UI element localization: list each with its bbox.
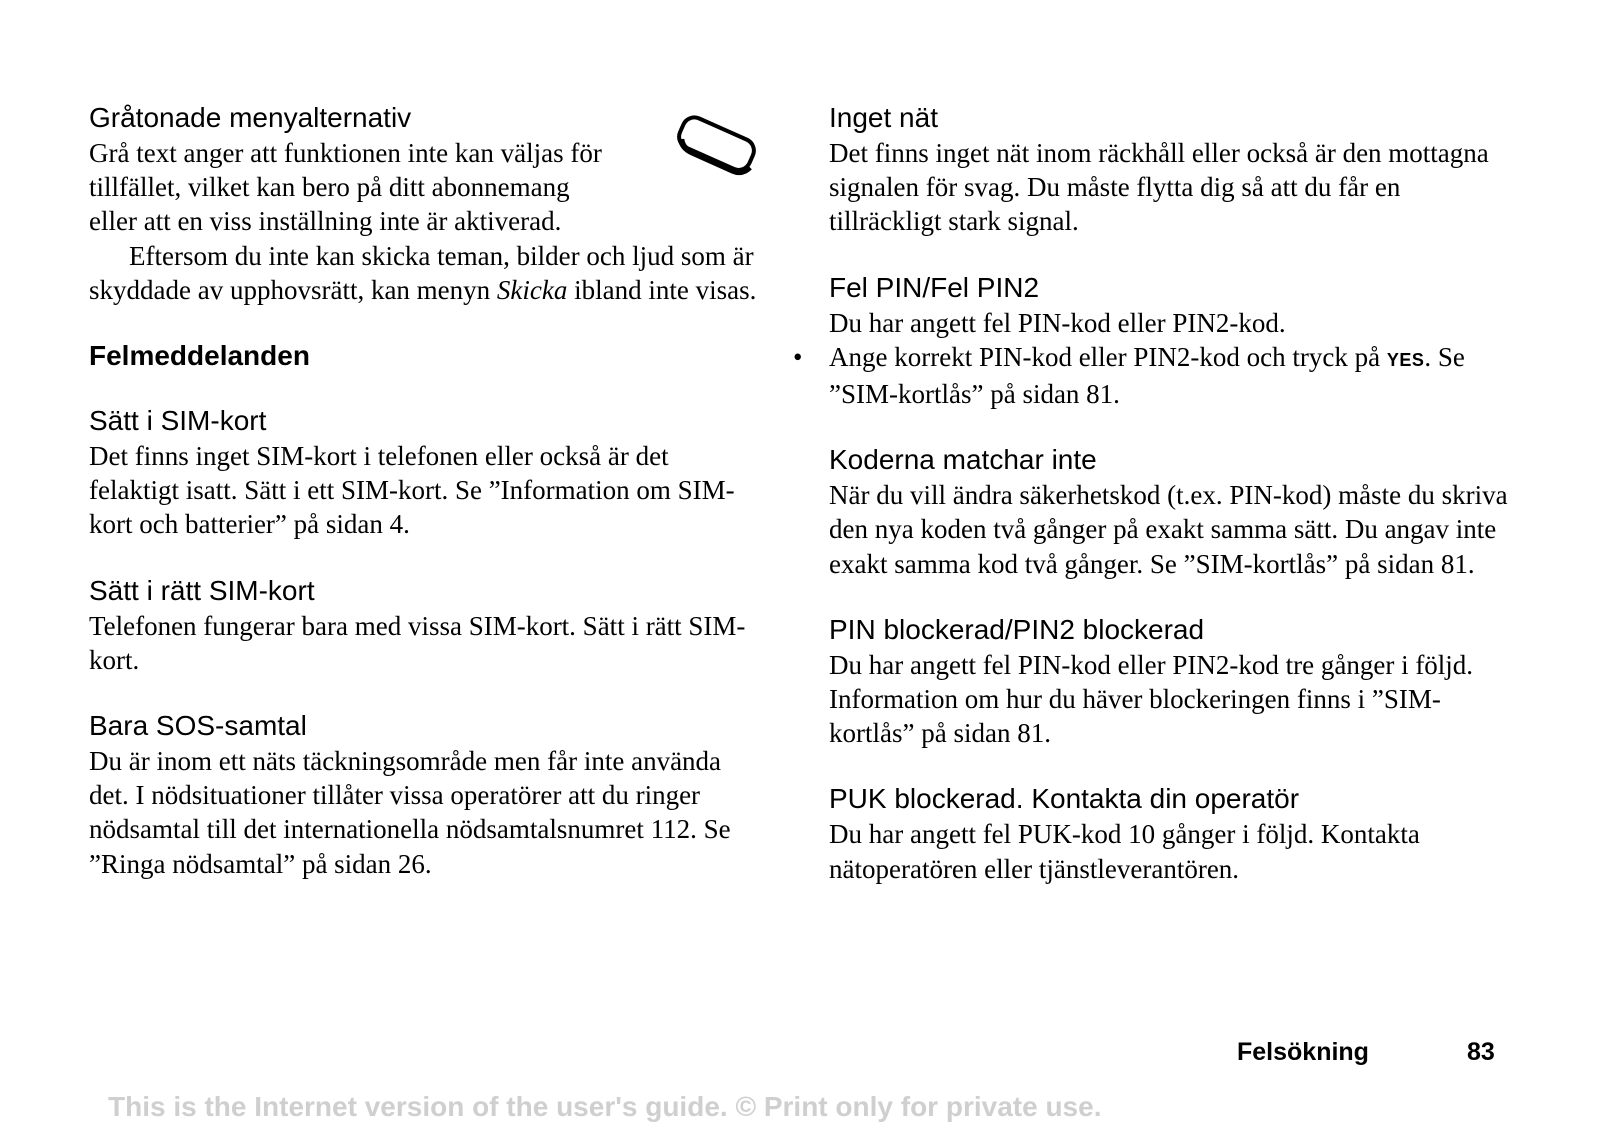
correct-sim-text: Telefonen fungerar bara med vissa SIM-kort. Sätt i rätt SIM-kort.	[89, 610, 746, 675]
wrong-pin-bullet: • Ange korrekt PIN-kod eller PIN2-kod och tryck på YES. Se ”SIM-kortlås” på sidan 81.	[793, 341, 1465, 410]
correct-sim-heading: Sätt i rätt SIM-kort	[89, 574, 315, 606]
footer-section-name: Felsökning	[1237, 1038, 1369, 1066]
no-network-heading: Inget nät	[829, 102, 938, 133]
right-column	[793, 102, 1509, 886]
wrong-pin-heading: Fel PIN/Fel PIN2	[829, 271, 1040, 303]
insert-sim-heading: Sätt i SIM-kort	[89, 405, 267, 437]
greyed-menu-text-2: Eftersom du inte kan skicka teman, bilder och ljud som är skyddade av upphovsrätt, kan menyn Skicka ibland inte visas.	[89, 240, 757, 305]
skicka-menu-name: Skicka	[496, 274, 568, 305]
puk-blocked-text: Du har angett fel PUK-kod 10 gånger i följd. Kontakta nätoperatören eller tjänstleverantören.	[829, 819, 1420, 884]
no-network-text: Det finns inget nät inom räckhåll eller också är den mottagna signalen för svag. Du måste flytta dig så att du får en tillräckligt stark signal.	[829, 138, 1489, 237]
insert-sim-block	[89, 405, 759, 542]
puk-blocked-heading: PUK blockerad. Kontakta din operatör	[829, 783, 1300, 815]
greyed-menu-text: Grå text anger att funktionen inte kan väljas för tillfället, vilket kan bero på ditt abonnemang eller att en viss inställning inte är aktiverad.	[89, 138, 602, 237]
bullet-icon: •	[793, 341, 803, 372]
insert-sim-text: Det finns inget SIM-kort i telefonen eller också är det felaktigt isatt. Sätt i ett SIM-kort. Se ”Information om SIM-kort och batterier” på sidan 4.	[89, 441, 735, 540]
sos-block	[89, 710, 759, 881]
pin-blocked-text: Du har angett fel PIN-kod eller PIN2-kod tre gånger i följd. Information om hur du häver blockeringen finns i ”SIM-kortlås” på sidan 81.	[829, 649, 1474, 749]
section-title: Felmeddelanden	[89, 340, 310, 372]
sos-text: Du är inom ett näts täckningsområde men får inte använda det. I nödsituationer tillåter vissa operatörer att du ringer nödsamtal till det internationella nödsamtalsnumret 112. Se ”Ringa nödsamtal” på sidan 26.	[89, 746, 731, 879]
wrong-pin-block	[793, 271, 1509, 412]
no-network-block	[829, 102, 1509, 239]
greyed-menu-heading: Gråtonade menyalternativ	[89, 102, 412, 133]
sos-heading: Bara SOS-samtal	[89, 710, 307, 742]
correct-sim-block	[89, 575, 759, 677]
pin-blocked-block	[829, 614, 1509, 751]
pin-blocked-heading: PIN blockerad/PIN2 blockerad	[829, 613, 1205, 645]
puk-blocked-block	[829, 783, 1509, 885]
codes-mismatch-text: När du vill ändra säkerhetskod (t.ex. PIN-kod) måste du skriva den nya koden två gånger på exakt samma sätt. Du angav inte exakt samma kod två gånger. Se ”SIM-kortlås” på sidan 81.	[829, 480, 1508, 579]
codes-mismatch-heading: Koderna matchar inte	[829, 444, 1097, 476]
yes-key-label: YES	[1386, 349, 1425, 370]
wrong-pin-text: Du har angett fel PIN-kod eller PIN2-kod.	[829, 307, 1286, 338]
left-column	[89, 102, 759, 881]
watermark-text: This is the Internet version of the user's guide. © Print only for private use.	[108, 1091, 1102, 1122]
page-number: 83	[1467, 1038, 1495, 1066]
codes-mismatch-block	[829, 444, 1509, 581]
